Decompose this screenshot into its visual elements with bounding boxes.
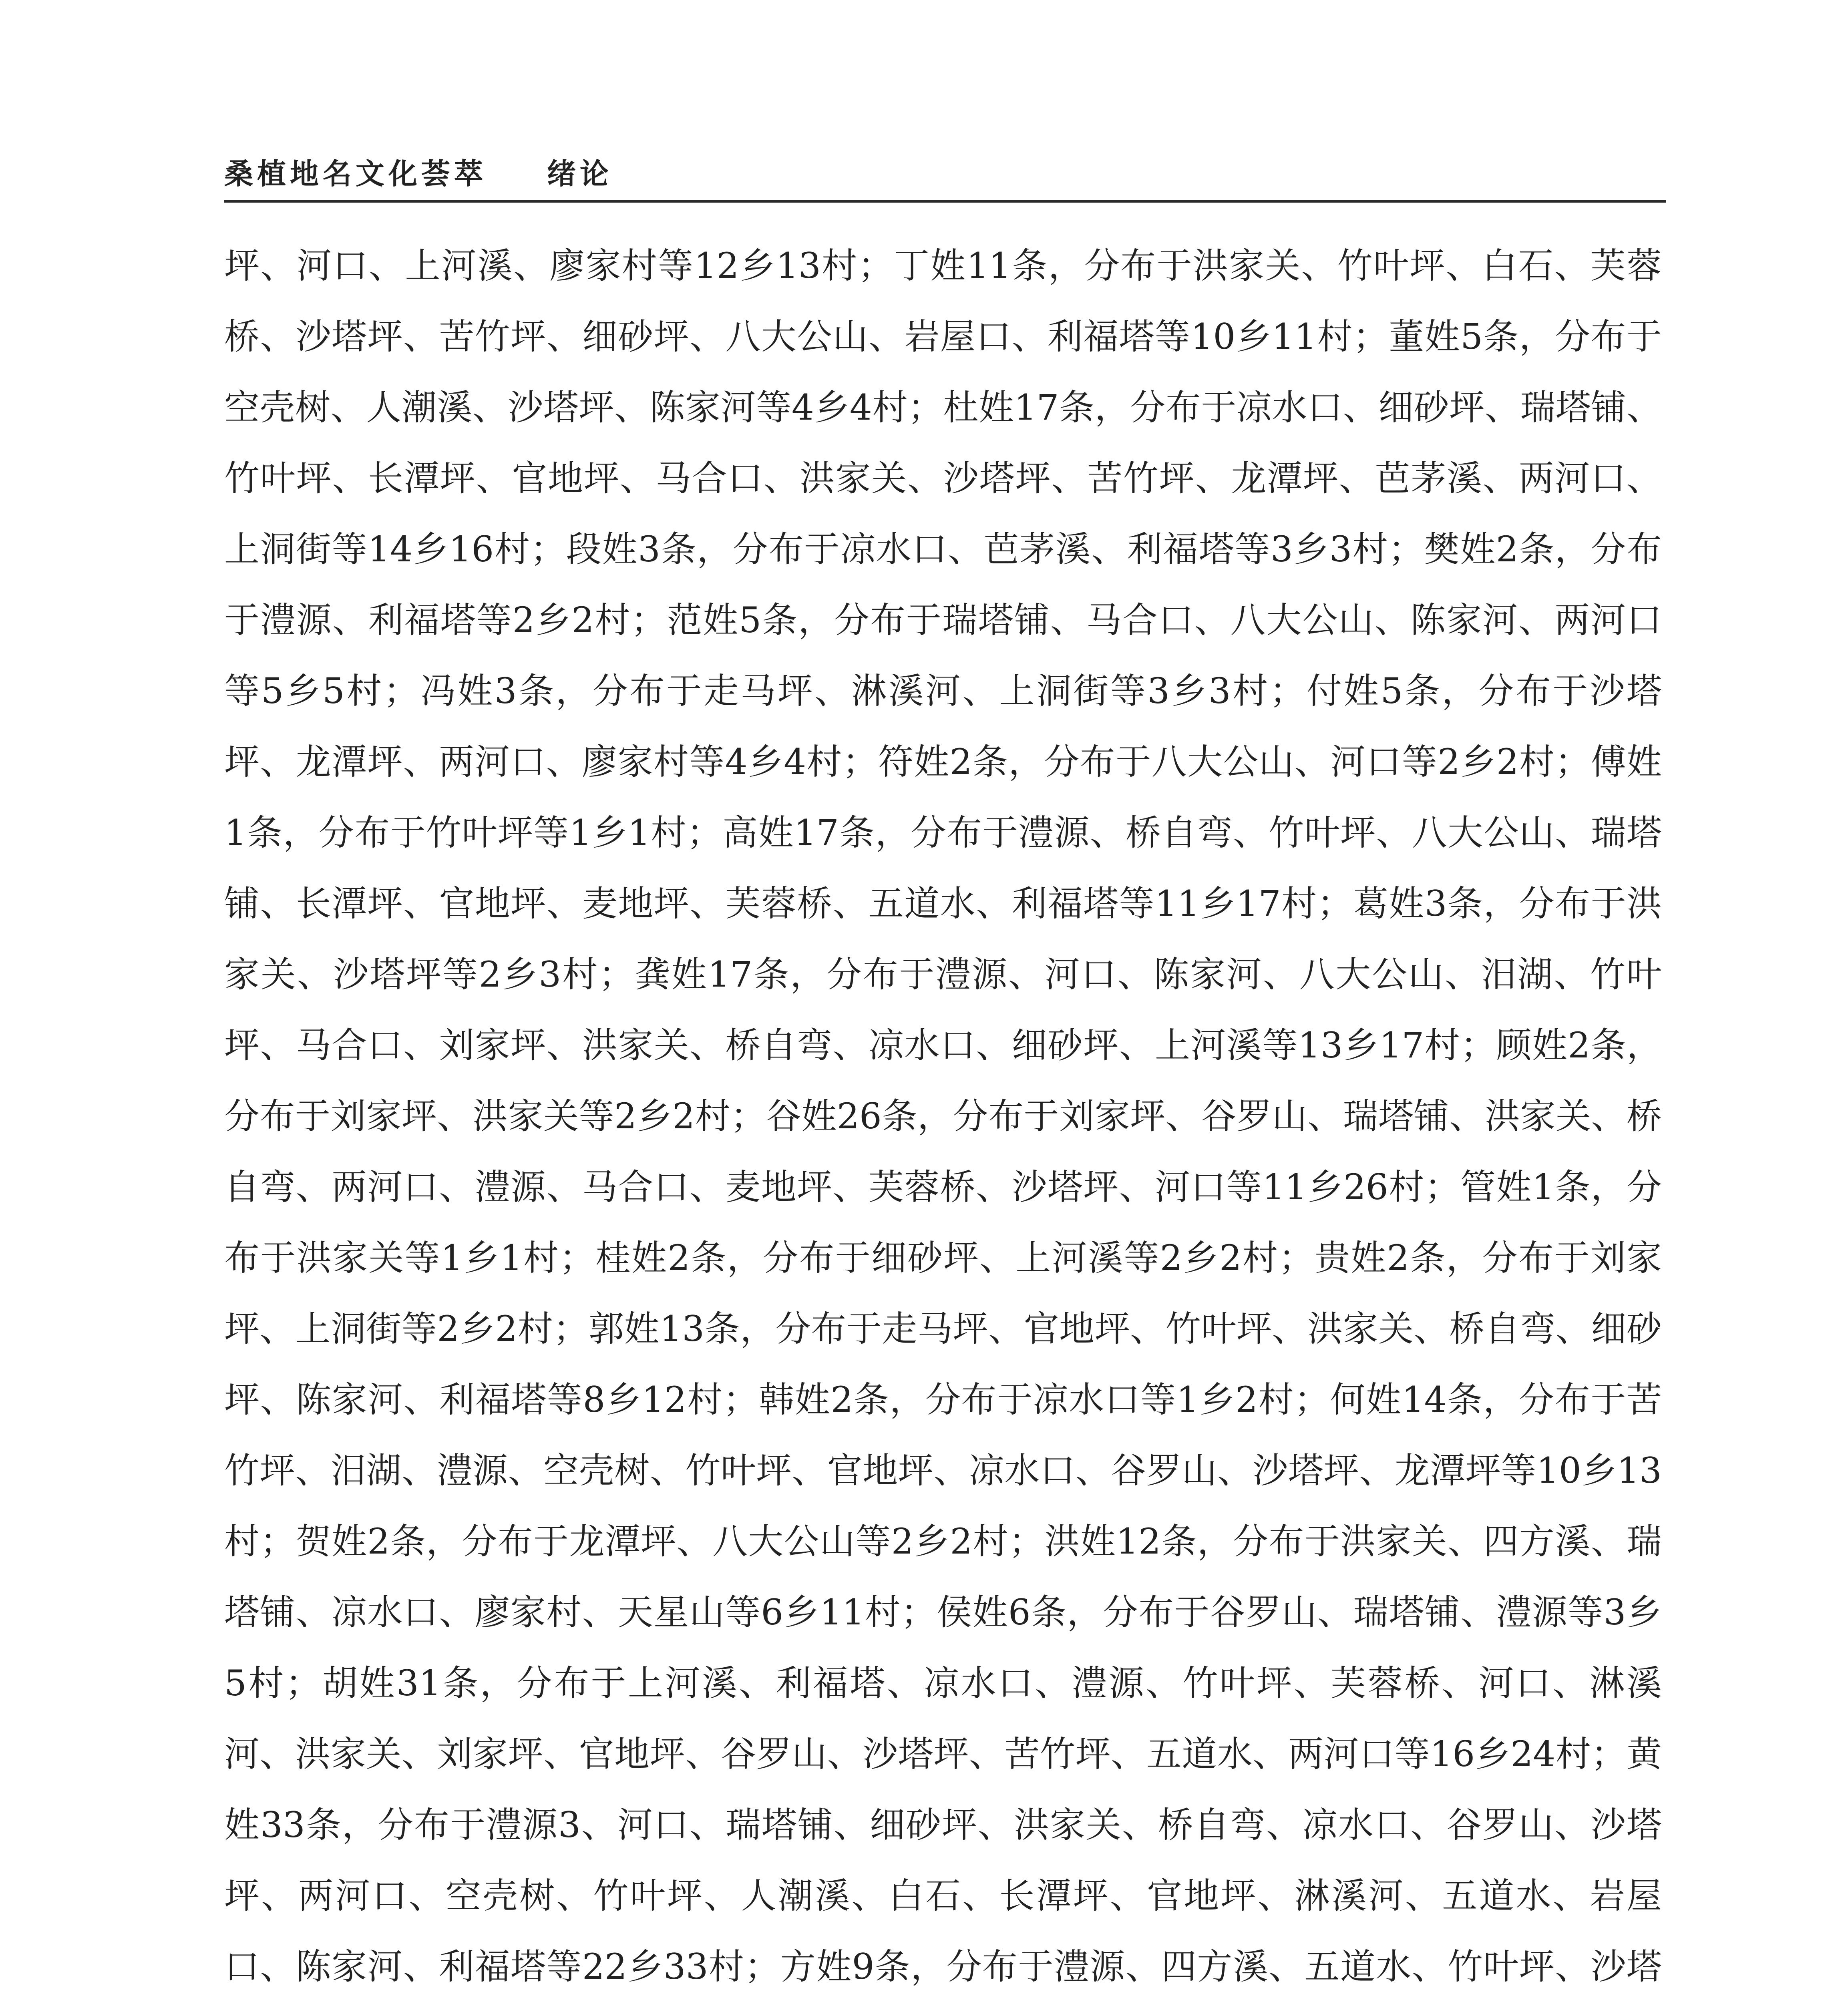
body-paragraph: 坪、河口、上河溪、廖家村等12乡13村；丁姓11条，分布于洪家关、竹叶坪、白石、芙蓉桥、沙塔坪、苦竹坪、细砂坪、八大公山、岩屋口、利福塔等10乡11村；董姓5条，分布于空壳树、人潮溪、沙塔坪、陈家河等4乡4村；杜姓17条，分布于凉水口、细砂坪、瑞塔铺、竹叶坪、长潭坪、官地坪、马合口、洪家关、沙塔坪、苦竹坪、龙潭坪、芭茅溪、两河口、上洞街等14乡16村；段姓3条，分布于凉水口、芭茅溪、利福塔等3乡3村；樊姓2条，分布于澧源、利福塔等2乡2村；范姓5条，分布于瑞塔铺、马合口、八大公山、陈家河、两河口等5乡5村；冯姓3条，分布于走马坪、淋溪河、上洞街等3乡3村；付姓5条，分布于沙塔坪、龙潭坪、两河口、廖家村等4乡4村；符姓2条，分布于八大公山、河口等2乡2村；傅姓1条，分布于竹叶坪等1乡1村；高姓17条，分布于澧源、桥自弯、竹叶坪、八大公山、瑞塔铺、长潭坪、官地坪、麦地坪、芙蓉桥、五道水、利福塔等11乡17村；葛姓3条，分布于洪家关、沙塔坪等2乡3村；龚姓17条，分布于澧源、河口、陈家河、八大公山、汨湖、竹叶坪、马合口、刘家坪、洪家关、桥自弯、凉水口、细砂坪、上河溪等13乡17村；顾姓2条，分布于刘家坪、洪家关等2乡2村；谷姓26条，分布于刘家坪、谷罗山、瑞塔铺、洪家关、桥自弯、两河口、澧源、马合口、麦地坪、芙蓉桥、沙塔坪、河口等11乡26村；管姓1条，分布于洪家关等1乡1村；桂姓2条，分布于细砂坪、上河溪等2乡2村；贵姓2条，分布于刘家坪、上洞街等2乡2村；郭姓13条，分布于走马坪、官地坪、竹叶坪、洪家关、桥自弯、细砂坪、陈家河、利福塔等8乡12村；韩姓2条，分布于凉水口等1乡2村；何姓14条，分布于苦竹坪、汨湖、澧源、空壳树、竹叶坪、官地坪、凉水口、谷罗山、沙塔坪、龙潭坪等10乡13村；贺姓2条，分布于龙潭坪、八大公山等2乡2村；洪姓12条，分布于洪家关、四方溪、瑞塔铺、凉水口、廖家村、天星山等6乡11村；侯姓6条，分布于谷罗山、瑞塔铺、澧源等3乡5村；胡姓31条，分布于上河溪、利福塔、凉水口、澧源、竹叶坪、芙蓉桥、河口、淋溪河、洪家关、刘家坪、官地坪、谷罗山、沙塔坪、苦竹坪、五道水、两河口等16乡24村；黄姓33条，分布于澧源3、河口、瑞塔铺、细砂坪、洪家关、桥自弯、凉水口、谷罗山、沙塔坪、两河口、空壳树、竹叶坪、人潮溪、白石、长潭坪、官地坪、淋溪河、五道水、岩屋口、陈家河、利福塔等22乡33村；方姓9条，分布于澧源、四方溪、五道水、竹叶坪、沙塔: [224, 245, 1662, 1987]
book-title: 桑植地名文化荟萃: [224, 157, 487, 191]
running-header: [224, 148, 1666, 192]
chapter-title: 绪论: [547, 157, 613, 191]
header-divider: [224, 200, 1666, 203]
